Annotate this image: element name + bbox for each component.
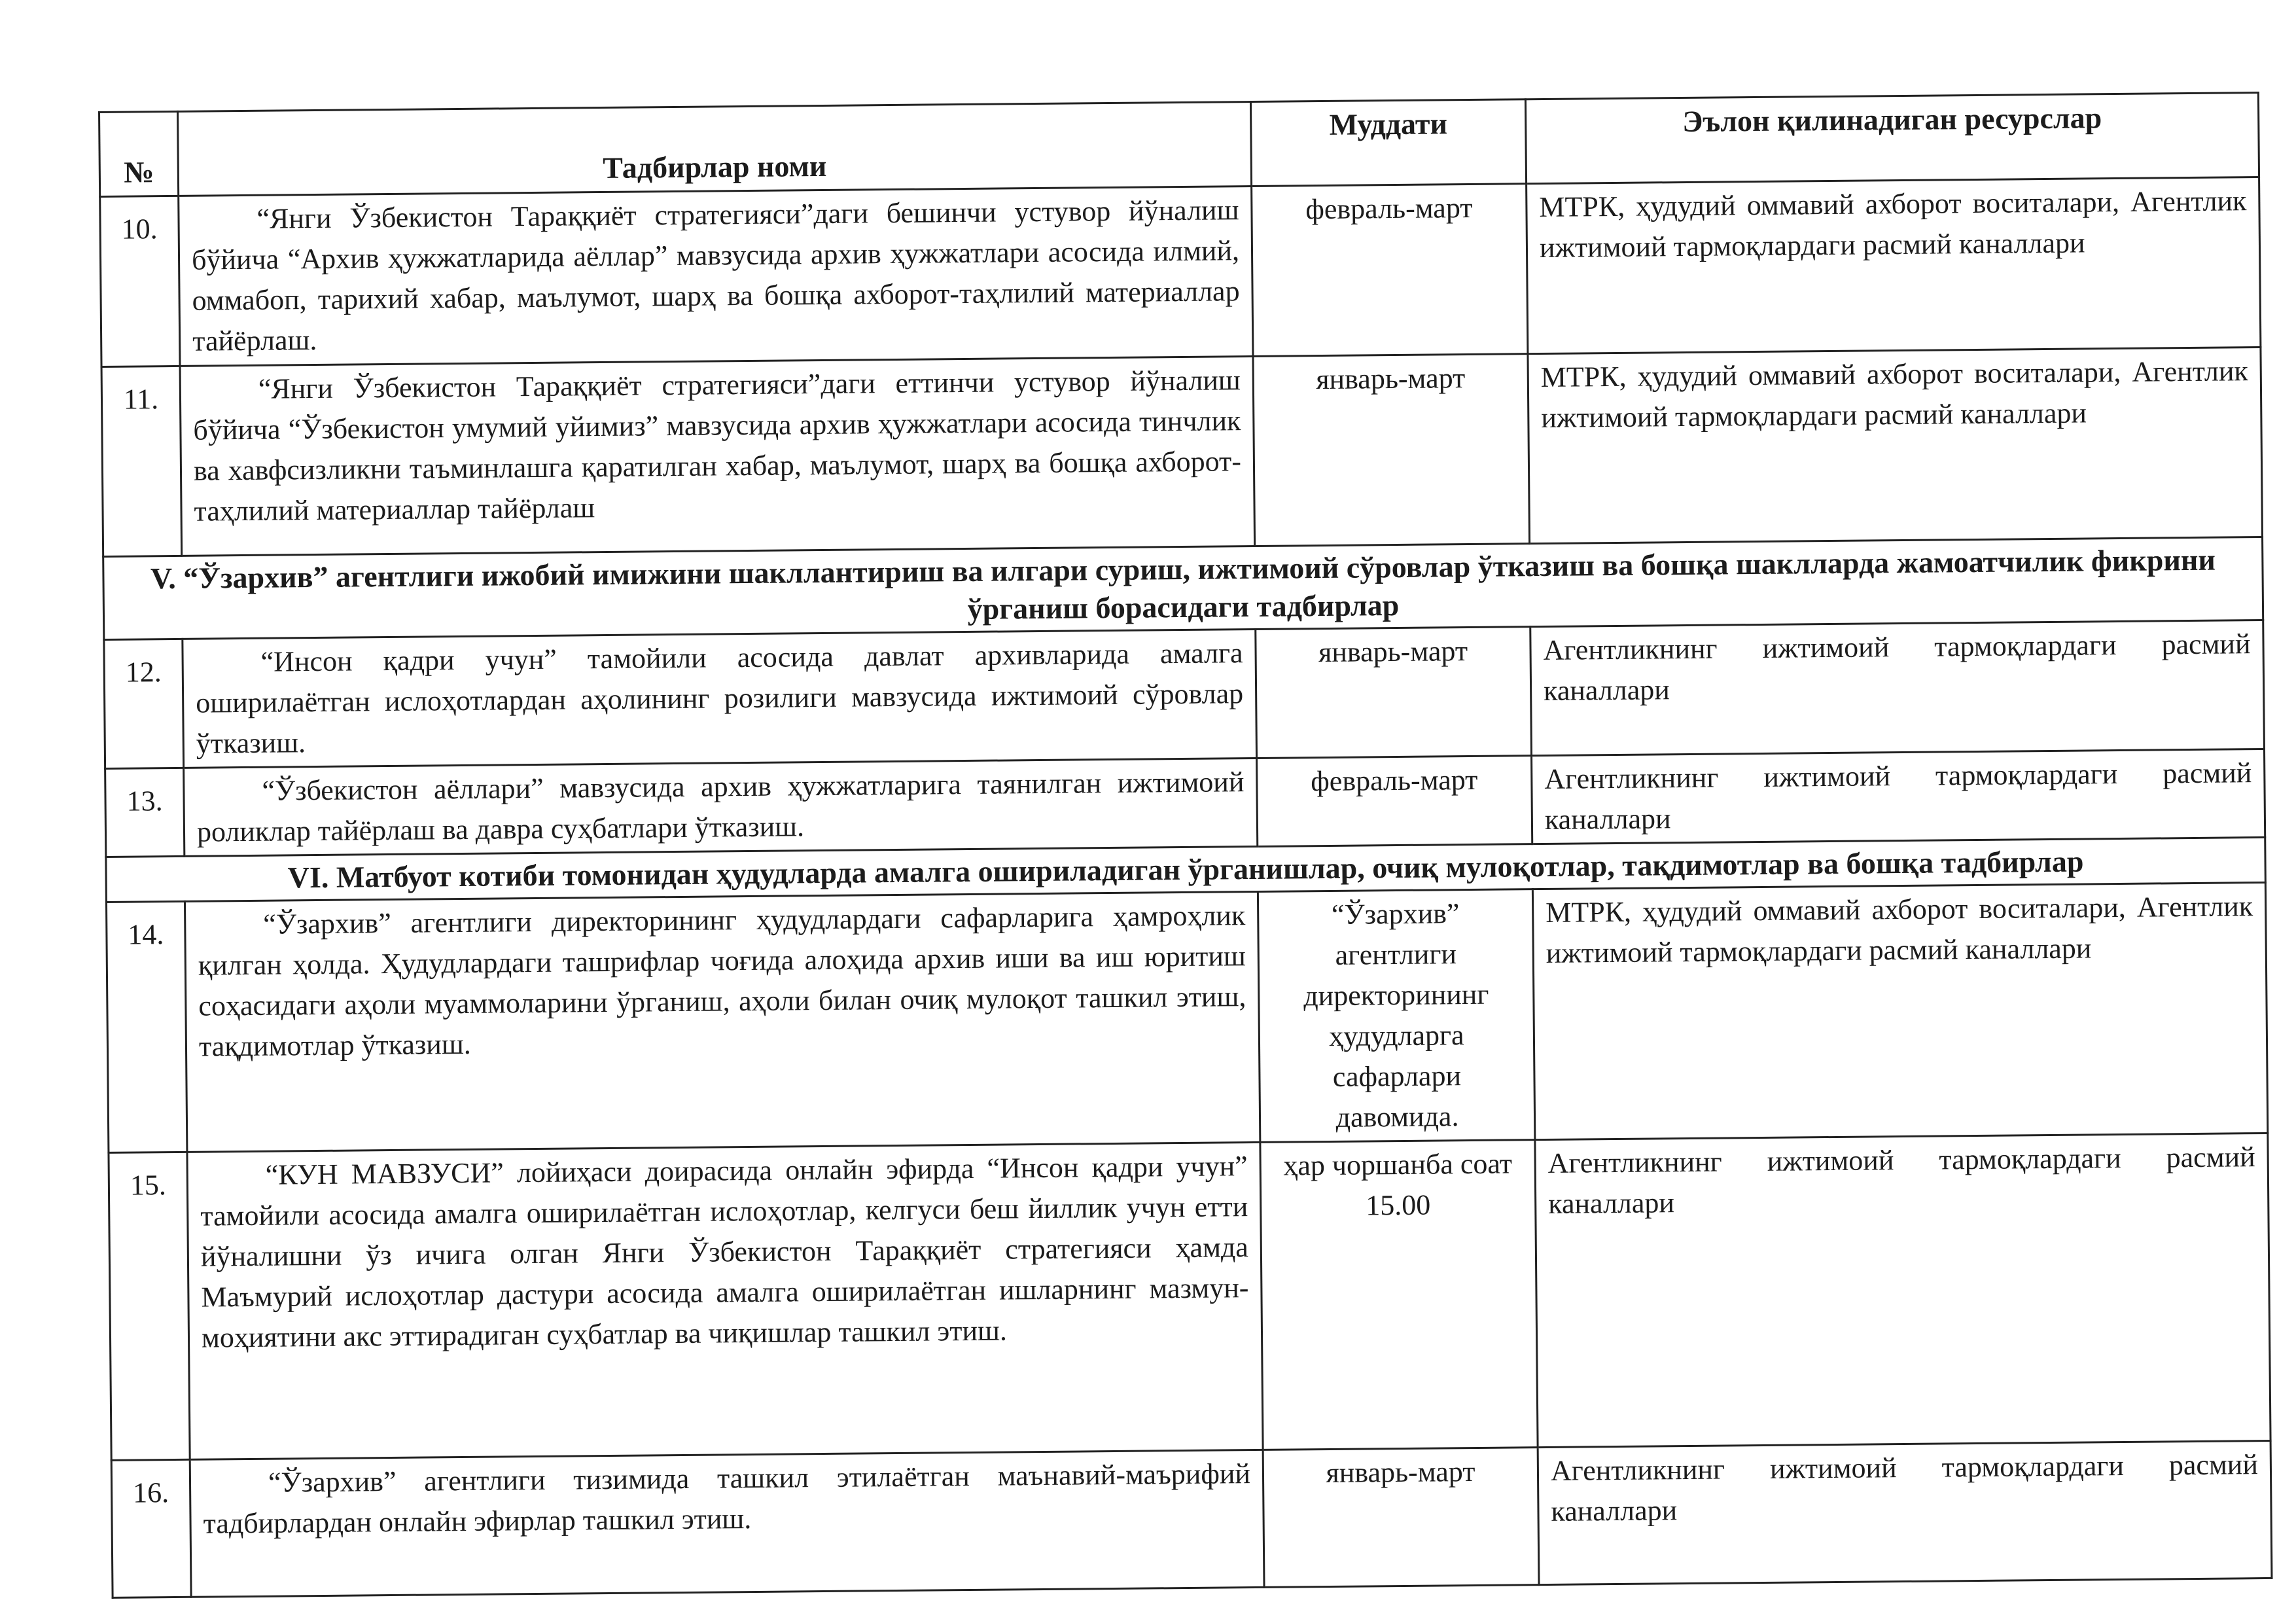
event-name: “Инсон қадри учун” тамойили асосида давлат архивларида амалга оширилаётган ислоҳотлардан аҳолининг розилиги мавзусида ижтимоий сўровлар ўтказиш. bbox=[183, 629, 1257, 768]
event-name: “Ўзбекистон аёллари” мавзусида архив ҳужжатларига таянилган ижтимоий роликлар тайёрлаш ва давра суҳбатлари ўтказиш. bbox=[184, 758, 1258, 856]
event-term: февраль-март bbox=[1252, 184, 1528, 357]
table-row bbox=[104, 620, 2265, 769]
row-number: 12. bbox=[104, 639, 184, 768]
table-row bbox=[100, 177, 2261, 367]
row-number: 11. bbox=[101, 366, 182, 556]
table-row bbox=[111, 1440, 2272, 1597]
event-name: “Янги Ўзбекистон Тараққиёт стратегияси”даги бешинчи устувор йўналиш бўйича “Архив ҳужжатларида аёллар” мавзусида архив ҳужжатлари асосида илмий, оммабоп, тарихий хабар, маълумот, шарҳ ва бошқа ахборот-таҳлилий материаллар тайёрлаш. bbox=[179, 187, 1253, 366]
event-resources: МТРК, ҳудудий оммавий ахборот воситалари, Агентлик ижтимоий тармоқлардаги расмий каналлари bbox=[1528, 348, 2263, 544]
table-row bbox=[109, 1133, 2270, 1460]
event-term: ҳар чоршанба соат 15.00 bbox=[1260, 1140, 1538, 1450]
table-row bbox=[106, 882, 2267, 1152]
row-number: 14. bbox=[106, 901, 186, 1152]
row-number: 13. bbox=[105, 768, 185, 857]
event-resources: Агентликнинг ижтимоий тармоқлардаги расмий каналлари bbox=[1535, 1133, 2270, 1447]
event-term: январь-март bbox=[1253, 354, 1530, 546]
event-term: январь-март bbox=[1263, 1448, 1539, 1588]
event-name: “Ўзархив” агентлиги директорининг ҳудудлардаги сафарларига ҳамроҳлик қилган ҳолда. Ҳудудлардаги ташрифлар чоғида алоҳида архив иши ва иш юритиш соҳасидаги аҳоли муаммоларини ўрганиш, аҳоли билан очиқ мулоқот ташкил этиш, тақдимотлар ўтказиш. bbox=[185, 891, 1260, 1152]
header-event-name: Тадбирлар номи bbox=[178, 102, 1252, 196]
section-6-title: VI. Матбуот котиби томонидан ҳудудларда амалга ошириладиган ўрганишлар, очиқ мулоқотлар, тақдимотлар ва бошқа тадбирлар bbox=[106, 837, 2265, 902]
row-number: 10. bbox=[100, 196, 180, 366]
event-resources: МТРК, ҳудудий оммавий ахборот воситалари, Агентлик ижтимоий тармоқлардаги расмий каналлари bbox=[1532, 882, 2267, 1139]
event-resources: Агентликнинг ижтимоий тармоқлардаги расмий каналлари bbox=[1530, 620, 2265, 756]
header-number: № bbox=[99, 111, 179, 196]
event-name: “Ўзархив” агентлиги тизимида ташкил этилаётган маънавий-маърифий тадбирлардан онлайн эфирлар ташкил этиш. bbox=[190, 1450, 1264, 1597]
event-name: “Янги Ўзбекистон Тараққиёт стратегияси”даги еттинчи устувор йўналиш бўйича “Ўзбекистон умумий уйимиз” мавзусида архив ҳужжатлари асосида тинчлик ва хавфсизликни таъминлашга қаратилган хабар, маълумот, шарҳ ва бошқа ахборот-таҳлилий материаллар тайёрлаш bbox=[180, 356, 1255, 556]
row-number: 15. bbox=[109, 1152, 190, 1460]
scanned-sheet bbox=[98, 92, 2270, 1599]
event-resources: Агентликнинг ижтимоий тармоқлардаги расмий каналлари bbox=[1538, 1440, 2272, 1584]
event-resources: МТРК, ҳудудий оммавий ахборот воситалари, Агентлик ижтимоий тармоқлардаги расмий каналлари bbox=[1527, 177, 2261, 354]
events-table bbox=[98, 92, 2272, 1599]
event-term: “Ўзархив” агентлиги директорининг ҳудудларга сафарлари давомида. bbox=[1258, 889, 1534, 1143]
event-name: “КУН МАВЗУСИ” лойиҳаси доирасида онлайн эфирда “Инсон қадри учун” тамойили асосида амалга оширилаётган ислоҳотлар, келгуси беш йиллик учун етти йўналишни ўз ичига олган Янги Ўзбекистон Тараққиёт стратегияси ҳамда Маъмурий ислоҳотлар дастури асосида амалга оширилаётган ишларнинг мазмун-моҳиятини акс эттирадиган суҳбатлар ва чиқишлар ташкил этиш. bbox=[187, 1142, 1263, 1459]
event-term: февраль-март bbox=[1257, 756, 1532, 847]
table-row bbox=[101, 348, 2262, 557]
header-resources: Эълон қилинадиган ресурслар bbox=[1525, 93, 2259, 184]
event-term: январь-март bbox=[1256, 627, 1532, 758]
row-number: 16. bbox=[111, 1459, 191, 1597]
section-5-title: V. “Ўзархив” агентлиги ижобий имижини шакллантириш ва илгари суриш, ижтимоий сўровлар ўтказиш ва бошқа шаклларда жамоатчилик фикрини ўрганиш борасидаги тадбирлар bbox=[103, 537, 2263, 640]
header-term: Муддати bbox=[1250, 99, 1526, 187]
event-resources: Агентликнинг ижтимоий тармоқлардаги расмий каналлари bbox=[1532, 749, 2265, 844]
